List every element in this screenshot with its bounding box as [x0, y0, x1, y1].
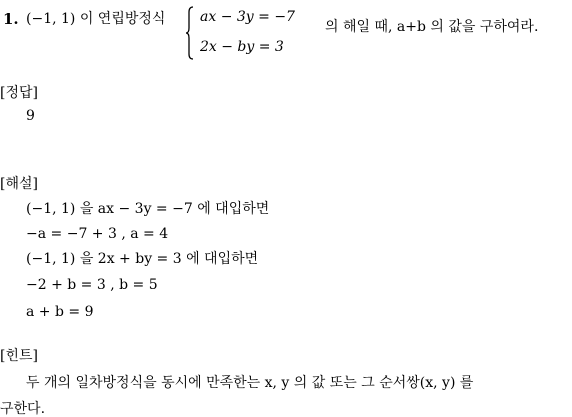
solution-line-3: (−1, 1) 을 2x + by = 3 에 대입하면: [26, 251, 259, 267]
equation-2: 2x − by = 3: [200, 39, 284, 55]
solution-line-5: a + b = 9: [26, 304, 94, 320]
solution-line-1: (−1, 1) 을 ax − 3y = −7 에 대입하면: [26, 201, 270, 217]
answer-heading: [정답]: [0, 85, 38, 101]
hint-heading: [힌트]: [0, 348, 38, 364]
left-brace-icon: [186, 6, 194, 60]
solution-line-4: −2 + b = 3 , b = 5: [26, 277, 158, 293]
problem-number: 1.: [3, 10, 19, 28]
problem-lead: (−1, 1) 이 연립방정식: [26, 11, 166, 27]
hint-line-2: 구한다.: [0, 401, 46, 417]
solution-heading: [해설]: [0, 176, 38, 192]
problem-tail: 의 해일 때, a+b 의 값을 구하여라.: [325, 19, 539, 35]
equation-1: ax − 3y = −7: [200, 9, 295, 25]
solution-line-2: −a = −7 + 3 , a = 4: [26, 226, 169, 242]
hint-line-1: 두 개의 일차방정식을 동시에 만족한는 x, y 의 값 또는 그 순서쌍(x, y) 를: [26, 375, 474, 391]
answer-value: 9: [26, 108, 35, 124]
